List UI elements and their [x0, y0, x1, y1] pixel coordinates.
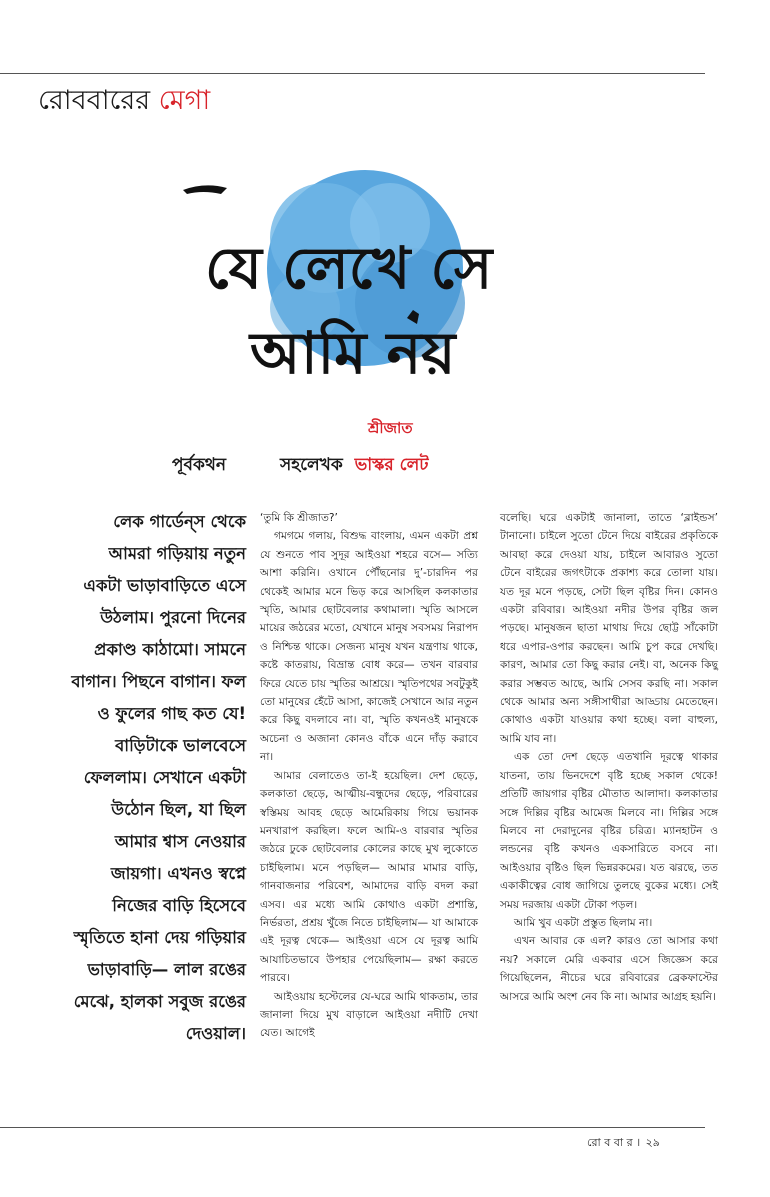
hero-title-art: [175, 168, 520, 428]
section-heading: [38, 85, 210, 117]
section-label-accent: মেগা: [158, 85, 211, 116]
footer-separator: ।: [636, 1136, 641, 1149]
top-rule: [0, 73, 705, 74]
lead-paragraph: লেক গার্ডেন্‌স থেকে আমরা গড়িয়ায় নতুন একটা ভাড়াবাড়িতে এসে উঠলাম। পুরনো দিনের প্রকাণ্ড কাঠামো। সামনে বাগান। পিছনে বাগান। ফল ও ফুলের গাছ কত যে! বাড়িটাকে ভালবেসে ফেললাম। সেখানে একটা উঠোন ছিল, যা ছিল আমার শ্বাস নেওয়ার জায়গা। এখনও স্বপ্নে নিজের বাড়ি হিসেবে স্মৃতিতে হানা দেয় গড়িয়ার ভাড়াবাড়ি— লাল রঙের মেঝে, হালকা সবুজ রঙের দেওয়াল।: [71, 512, 246, 1043]
article-column-2: [500, 509, 718, 1006]
page-number: ২৯: [645, 1136, 660, 1149]
boat-icon: [183, 185, 227, 194]
column2-paragraph: এখন আবার কে এল? কারও তো আসার কথা নয়? সকালে মেরি একবার এসে জিজ্ঞেস করে গিয়েছিলেন, নীচের ঘরে রবিবারের ব্রেকফাস্টের আসরে আমি অংশ নেব কি না। আমার আগ্রহ হয়নি।: [500, 935, 718, 1003]
column2-paragraph: বলেছি। ঘরে একটাই জানালা, তাতে ‘ব্লাইন্ডস’ টানানো। চাইলে সুতো টেনে দিয়ে বাইরের প্রকৃতিকে আবছা করে দেওয়া যায়, চাইলে আবারও সুতো টেনে বাইরের জগৎটাকে প্রকাশ্য করে তোলা যায়। যত দূর মনে পড়ছে, সেটা ছিল বৃষ্টির দিন। কোনও একটা রবিবার। আইওয়া নদীর উপর বৃষ্টির জল পড়ছে। মানুষজন ছাতা মাথায় দিয়ে ছোট্ট সাঁকোটা ধরে এপার-ওপার করছেন। আমি চুপ করে দেখছি। কারণ, আমার তো কিছু করার নেই। বা, অনেক কিছু করার সম্ভবত আছে, আমি সেসব করছি না। সকাল থেকে আমার অন্য সঙ্গীসাথীরা আড্ডায় মেতেছেন। কোথাও একটা যাওয়ার কথা হচ্ছে। বলা বাহুল্য, আমি যাব না।: [500, 512, 718, 745]
lead-paragraph-block: [68, 506, 246, 1050]
column2-paragraph: এক তো দেশ ছেড়ে এতখানি দূরত্বে থাকার যাতনা, তায় ভিনদেশে বৃষ্টি হচ্ছে সকাল থেকে! প্রতিটি জায়গার বৃষ্টির মৌতাত আলাদা। কলকাতার সঙ্গে দিল্লির বৃষ্টির আমেজ মিলবে না। দিল্লির সঙ্গে মিলবে না দেরাদুনের বৃষ্টির চরিত্র। ম্যানহাটন ও লন্ডনের বৃষ্টি কখনও একসারিতে বসবে না। আইওয়ার বৃষ্টিও ছিল ভিন্নরকমের। যত ঝরছে, তত একাকীত্বের বোধ জাগিয়ে তুলছে বুকের মধ্যে। সেই সময় দরজায় একটা টোকা পড়ল।: [500, 751, 718, 911]
foreword-label: পূর্বকথন: [172, 455, 227, 475]
bottom-rule: [0, 1127, 705, 1128]
cowriter-credit: [280, 452, 429, 480]
column2-paragraph: আমি খুব একটা প্রস্তুত ছিলাম না।: [514, 916, 653, 929]
article-column-1: [260, 509, 478, 1043]
column1-paragraph: ‘তুমি কি শ্রীজাত?’: [260, 512, 338, 524]
author-name: শ্রীজাত: [368, 419, 413, 437]
column1-paragraph: গমগমে গলায়, বিশুদ্ধ বাংলায়, এমন একটা প্রশ্ন যে শুনতে পাব সুদূর আইওয়া শহরে বসে— সত্যি আশা করিনি। ওখানে পৌঁছনোর দু’-চারদিন পর থেকেই আমার মনে ভিড় করে আসছিল কলকাতার স্মৃতি, আমার ছোটবেলার কথামালা। স্মৃতি আসলে মায়ের জঠরের মতো, যেখানে মানুষ সবসময় নিরাপদ ও নিশ্চিন্ত থাকে। সেজন্য মানুষ যখন যন্ত্রণায় থাকে, কষ্টে কাতরায়, বিভ্রান্ত বোধ করে— তখন বারবার ফিরে যেতে চায় স্মৃতির আশ্রয়ে। স্মৃতিপথের সবটুকুই তো মানুষের হেঁটে আসা, কাজেই সেখানে আর নতুন করে কিছু বদলাবে না। বা, স্মৃতি কখনওই মানুষকে অচেনা ও অজানা কোনও বাঁকে এনে দাঁড় করাবে না।: [260, 530, 478, 764]
cowriter-name: ভাস্কর লেট: [354, 455, 429, 475]
page-footer: [587, 1134, 660, 1153]
cowriter-label: সহলেখক: [280, 455, 343, 475]
section-label: রোববারের: [38, 85, 151, 116]
column1-paragraph: আইওয়ায় হস্টেলের যে-ঘরে আমি থাকতাম, তার জানালা দিয়ে মুখ বাড়ালে আইওয়া নদীটি দেখা যেত। আগেই: [260, 990, 478, 1040]
footer-magazine-name: রো ব বা র: [587, 1136, 633, 1149]
hero-title-line2: আমি নয়: [250, 319, 456, 387]
column1-paragraph: আমার বেলাতেও তা-ই হয়েছিল। দেশ ছেড়ে, কলকাতা ছেড়ে, আত্মীয়-বন্ধুদের ছেড়ে, পরিবারের স্বস্তিময় আবহ ছেড়ে আমেরিকায় গিয়ে ভয়ানক মনখারাপ করছিল। ফলে আমি-ও বারবার স্মৃতির জঠরে ঢুকে ছোটবেলার কোলের কাছে মুখ লুকোতে চাইছিলাম। মনে পড়ছিল— আমার মামার বাড়ি, গানবাজনার পরিবেশ, আমাদের বাড়ি বদল করা এসব। এর মধ্যে আমি কোথাও একটা প্রশান্তি, নির্ভরতা, প্রশ্রয় খুঁজে নিতে চাইছিলাম— যা আমাকে এই দূরত্ব থেকে— আইওয়া এসে যে দূরত্ব আমি আযাচিতভাবে উপহার পেয়েছিলাম— রক্ষা করতে পারবে।: [260, 769, 478, 985]
hero-title-line1: যে লেখে সে: [205, 234, 493, 302]
